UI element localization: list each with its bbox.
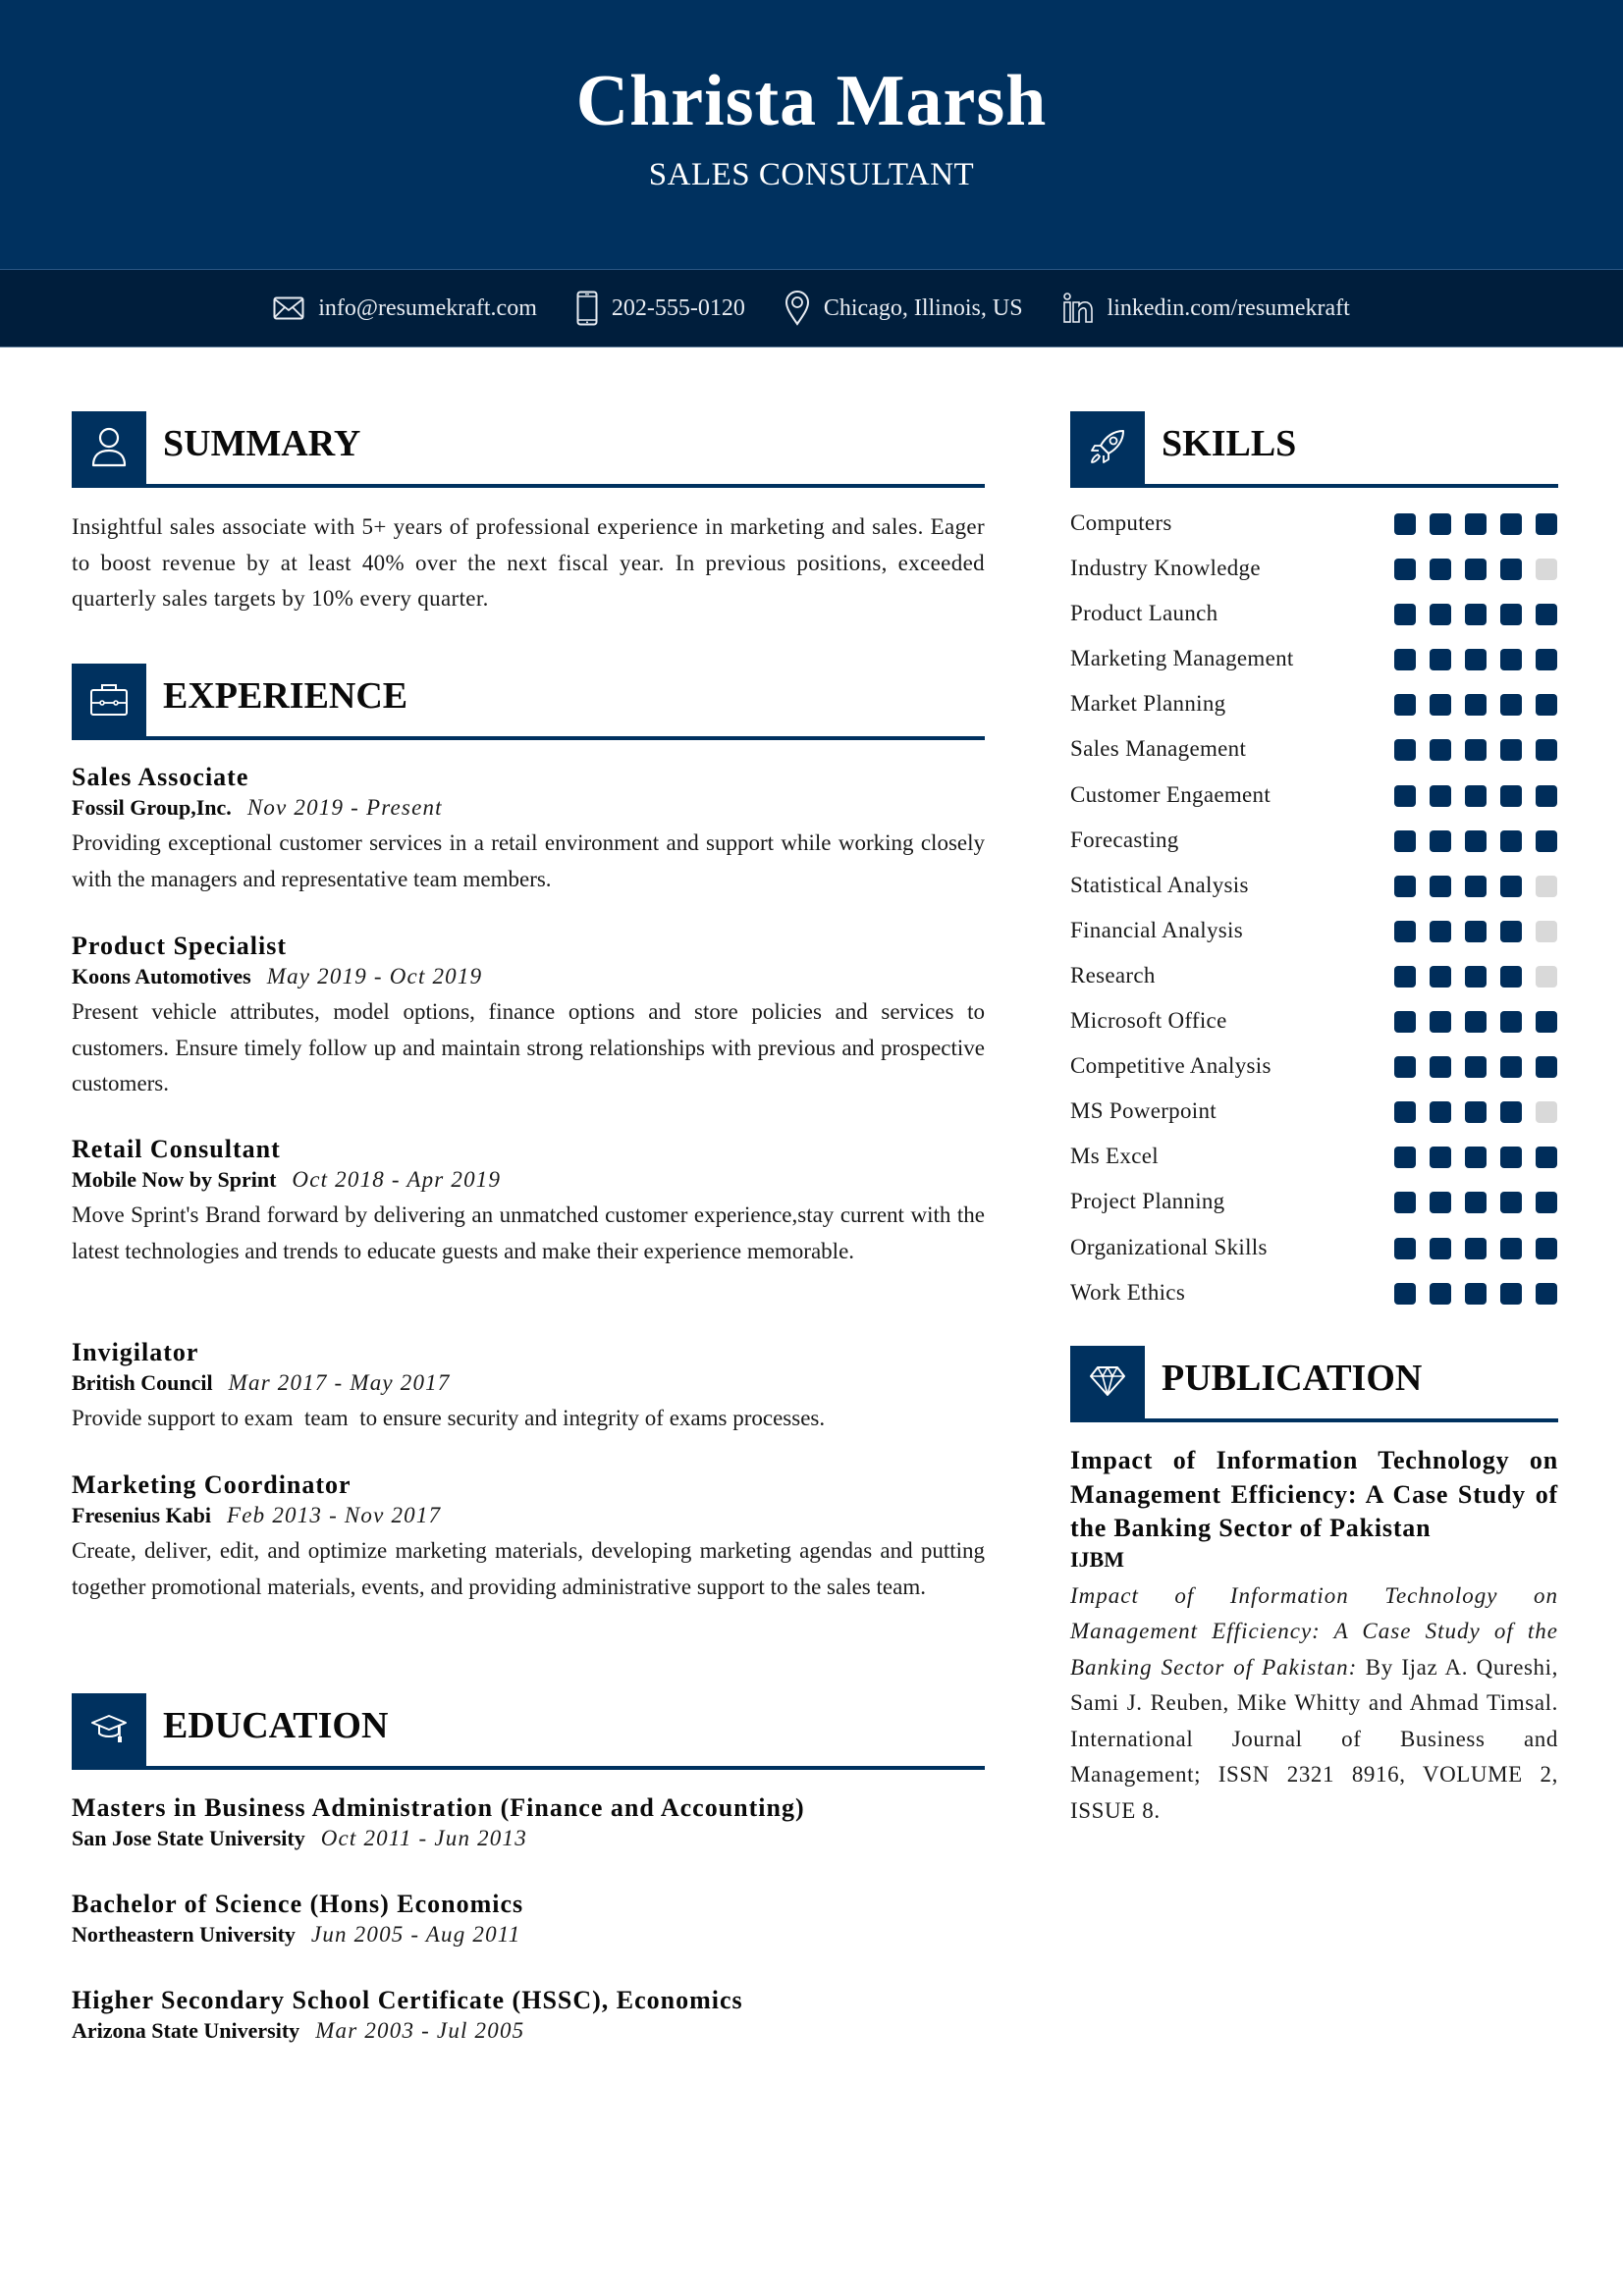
- rating-dot-filled: [1536, 1056, 1557, 1078]
- experience-icon-box: [72, 664, 146, 738]
- skill-rating: [1394, 604, 1557, 625]
- rating-dot-filled: [1430, 559, 1451, 580]
- rating-dot-filled: [1465, 739, 1487, 761]
- job-dates: Feb 2013 - Nov 2017: [227, 1503, 442, 1527]
- rating-dot-filled: [1394, 921, 1416, 942]
- degree-name: Bachelor of Science (Hons) Economics: [72, 1890, 524, 1918]
- skill-row: [1070, 869, 1561, 914]
- skill-rating: [1394, 694, 1557, 716]
- rating-dot-filled: [1500, 1238, 1522, 1259]
- skill-name: Sales Management: [1070, 736, 1247, 762]
- publication-section-header: [1070, 1346, 1558, 1422]
- skill-rating: [1394, 1056, 1557, 1078]
- location-text: Chicago, Illinois, US: [823, 294, 1023, 321]
- skill-rating: [1394, 785, 1557, 807]
- job-description: Present vehicle attributes, model options, finance options and store policies and services to customers. Ensure timely follow up and maintain strong relationships with previous and prospective customers.: [72, 999, 985, 1095]
- skills-divider: [1070, 484, 1558, 488]
- skill-row: [1070, 914, 1561, 959]
- skill-name: Project Planning: [1070, 1189, 1225, 1214]
- education-dates: Oct 2011 - Jun 2013: [320, 1826, 527, 1850]
- skill-rating: [1394, 513, 1557, 535]
- rating-dot-filled: [1465, 649, 1487, 670]
- rating-dot-filled: [1430, 694, 1451, 716]
- rating-dot-filled: [1536, 604, 1557, 625]
- citation-title: Impact of Information Technology on Management Efficiency: A Case Study of the Banking Sector of Pakistan:: [1070, 1582, 1558, 1680]
- skill-name: Ms Excel: [1070, 1144, 1159, 1169]
- experience-item: [72, 931, 985, 1102]
- rating-dot-filled: [1394, 1238, 1416, 1259]
- rating-dot-filled: [1430, 1147, 1451, 1168]
- rating-dot-filled: [1465, 604, 1487, 625]
- rating-dot-filled: [1500, 1056, 1522, 1078]
- skill-row: [1070, 1276, 1561, 1321]
- education-section-header: [72, 1693, 985, 1770]
- rating-dot-filled: [1536, 739, 1557, 761]
- degree-name: Higher Secondary School Certificate (HSSC), Economics: [72, 1986, 743, 2014]
- rating-dot-filled: [1465, 1238, 1487, 1259]
- skill-rating: [1394, 559, 1557, 580]
- contact-bar: [0, 269, 1623, 347]
- rating-dot-filled: [1430, 1283, 1451, 1305]
- rating-dot-filled: [1394, 513, 1416, 535]
- publication-venue: IJBM: [1070, 1546, 1124, 1572]
- education-item: [72, 1889, 985, 1949]
- skill-name: Competitive Analysis: [1070, 1053, 1271, 1079]
- user-icon: [89, 426, 129, 472]
- skill-name: MS Powerpoint: [1070, 1098, 1217, 1124]
- publication-item: [1070, 1444, 1558, 1829]
- skill-name: Product Launch: [1070, 601, 1218, 626]
- experience-item: [72, 762, 985, 897]
- rating-dot-filled: [1536, 513, 1557, 535]
- rating-dot-filled: [1430, 785, 1451, 807]
- rating-dot-filled: [1394, 1011, 1416, 1033]
- summary-divider: [72, 484, 985, 488]
- skill-row: [1070, 732, 1561, 777]
- contact-email[interactable]: [273, 295, 537, 322]
- job-description: Move Sprint's Brand forward by delivering an unmatched customer experience,stay current with the latest technologies and trends to educate guests and make their experience memorable.: [72, 1202, 985, 1263]
- job-description: Provide support to exam team to ensure security and integrity of exams processes.: [72, 1406, 826, 1430]
- rating-dot-filled: [1465, 513, 1487, 535]
- linkedin-icon: [1062, 293, 1094, 324]
- skill-name: Computers: [1070, 510, 1172, 535]
- publication-divider: [1070, 1418, 1558, 1422]
- rating-dot-filled: [1394, 694, 1416, 716]
- skill-row: [1070, 642, 1561, 687]
- rating-dot-filled: [1394, 649, 1416, 670]
- job-company: Fossil Group,Inc.: [72, 795, 232, 820]
- rating-dot-filled: [1536, 694, 1557, 716]
- skill-rating: [1394, 1192, 1557, 1213]
- rating-dot-filled: [1465, 694, 1487, 716]
- rating-dot-filled: [1430, 921, 1451, 942]
- rating-dot-filled: [1500, 513, 1522, 535]
- rating-dot-filled: [1500, 1147, 1522, 1168]
- experience-item: [72, 1337, 985, 1437]
- education-divider: [72, 1766, 985, 1770]
- rating-dot-filled: [1465, 966, 1487, 988]
- education-dates: Mar 2003 - Jul 2005: [315, 2018, 525, 2043]
- skill-row: [1070, 507, 1561, 552]
- rating-dot-filled: [1465, 830, 1487, 852]
- skill-rating: [1394, 830, 1557, 852]
- rating-dot-filled: [1394, 785, 1416, 807]
- skill-rating: [1394, 1147, 1557, 1168]
- education-dates: Jun 2005 - Aug 2011: [310, 1922, 521, 1947]
- skill-row: [1070, 959, 1561, 1004]
- skill-row: [1070, 1004, 1561, 1049]
- skill-row: [1070, 1140, 1561, 1185]
- rating-dot-filled: [1430, 1101, 1451, 1123]
- skill-name: Organizational Skills: [1070, 1234, 1268, 1259]
- rating-dot-filled: [1430, 830, 1451, 852]
- skill-row: [1070, 597, 1561, 642]
- rating-dot-filled: [1500, 1011, 1522, 1033]
- envelope-icon: [273, 296, 304, 320]
- rating-dot-filled: [1465, 1101, 1487, 1123]
- school-name: Arizona State University: [72, 2018, 300, 2043]
- rating-dot-filled: [1465, 1011, 1487, 1033]
- skill-name: Work Ethics: [1070, 1279, 1186, 1305]
- skill-rating: [1394, 649, 1557, 670]
- publication-icon-box: [1070, 1346, 1145, 1420]
- skill-name: Industry Knowledge: [1070, 556, 1261, 581]
- rating-dot-filled: [1500, 1101, 1522, 1123]
- contact-location: [784, 291, 1023, 326]
- skill-rating: [1394, 921, 1557, 942]
- graduation-cap-icon: [90, 1714, 128, 1748]
- rating-dot-filled: [1536, 1147, 1557, 1168]
- school-name: San Jose State University: [72, 1826, 305, 1850]
- experience-divider: [72, 736, 985, 740]
- rating-dot-filled: [1500, 739, 1522, 761]
- resume-header: [0, 0, 1623, 269]
- rating-dot-filled: [1465, 785, 1487, 807]
- summary-icon-box: [72, 411, 146, 486]
- linkedin-text: linkedin.com/resumekraft: [1107, 294, 1350, 321]
- rating-dot-filled: [1500, 1192, 1522, 1213]
- skill-rating: [1394, 966, 1557, 988]
- rating-dot-filled: [1394, 1147, 1416, 1168]
- job-role: Product Specialist: [72, 932, 288, 960]
- education-heading: EDUCATION: [163, 1705, 389, 1746]
- skill-rating: [1394, 1238, 1557, 1259]
- skill-name: Financial Analysis: [1070, 917, 1243, 942]
- skill-name: Marketing Management: [1070, 646, 1294, 671]
- rating-dot-empty: [1536, 876, 1557, 897]
- rating-dot-filled: [1536, 1192, 1557, 1213]
- publication-heading: PUBLICATION: [1162, 1358, 1423, 1399]
- rating-dot-filled: [1394, 1056, 1416, 1078]
- briefcase-icon: [89, 681, 129, 721]
- citation-details: By Ijaz A. Qureshi, Sami J. Reuben, Mike Whitty and Ahmad Timsal. International Journal of Business and Management; ISSN 2321 8916, VOLUME 2, ISSUE 8.: [1070, 1654, 1558, 1823]
- rating-dot-filled: [1465, 1192, 1487, 1213]
- rating-dot-filled: [1394, 830, 1416, 852]
- rating-dot-filled: [1500, 559, 1522, 580]
- rating-dot-filled: [1536, 1283, 1557, 1305]
- rating-dot-filled: [1430, 604, 1451, 625]
- job-dates: Nov 2019 - Present: [246, 795, 443, 820]
- experience-item: [72, 1469, 985, 1605]
- job-company: Fresenius Kabi: [72, 1503, 212, 1527]
- rating-dot-empty: [1536, 966, 1557, 988]
- skill-row: [1070, 552, 1561, 597]
- rating-dot-filled: [1500, 604, 1522, 625]
- rating-dot-filled: [1430, 649, 1451, 670]
- rating-dot-filled: [1430, 966, 1451, 988]
- rating-dot-filled: [1394, 1101, 1416, 1123]
- contact-phone[interactable]: [576, 291, 745, 326]
- education-item: [72, 1985, 985, 2046]
- rating-dot-filled: [1430, 739, 1451, 761]
- rating-dot-filled: [1500, 649, 1522, 670]
- skill-rating: [1394, 739, 1557, 761]
- publication-title: Impact of Information Technology on Management Efficiency: A Case Study of the Banking Sector of Pakistan: [1070, 1446, 1558, 1542]
- skill-rating: [1394, 1283, 1557, 1305]
- job-company: British Council: [72, 1370, 213, 1395]
- rating-dot-filled: [1394, 966, 1416, 988]
- map-pin-icon: [784, 291, 810, 326]
- rating-dot-filled: [1536, 830, 1557, 852]
- job-company: Koons Automotives: [72, 964, 251, 988]
- skill-row: [1070, 824, 1561, 869]
- rating-dot-filled: [1430, 1192, 1451, 1213]
- rating-dot-filled: [1500, 785, 1522, 807]
- rating-dot-filled: [1394, 739, 1416, 761]
- skill-row: [1070, 687, 1561, 732]
- job-role: Sales Associate: [72, 763, 249, 791]
- experience-item: [72, 1134, 985, 1269]
- summary-text: Insightful sales associate with 5+ years of professional experience in marketing and sales. Eager to boost revenue by at least 40% over the next fiscal year. In previous positions, exceeded quarterly sales targets by 10% every quarter.: [72, 514, 985, 611]
- rating-dot-filled: [1394, 604, 1416, 625]
- rating-dot-filled: [1500, 694, 1522, 716]
- school-name: Northeastern University: [72, 1922, 296, 1947]
- experience-heading: EXPERIENCE: [163, 675, 408, 717]
- experience-section-header: [72, 664, 985, 740]
- rating-dot-filled: [1500, 876, 1522, 897]
- skills-section-header: [1070, 411, 1558, 488]
- skill-name: Microsoft Office: [1070, 1008, 1227, 1034]
- education-icon-box: [72, 1693, 146, 1768]
- education-item: [72, 1792, 985, 1853]
- rating-dot-empty: [1536, 1101, 1557, 1123]
- rating-dot-empty: [1536, 559, 1557, 580]
- phone-text: 202-555-0120: [611, 294, 745, 321]
- job-role: Retail Consultant: [72, 1135, 281, 1163]
- rating-dot-filled: [1430, 1011, 1451, 1033]
- job-dates: Oct 2018 - Apr 2019: [292, 1167, 502, 1192]
- rating-dot-filled: [1536, 649, 1557, 670]
- rating-dot-filled: [1465, 921, 1487, 942]
- job-description: Create, deliver, edit, and optimize marketing materials, developing marketing agendas and putting together promotional materials, events, and providing administrative support to the sales team.: [72, 1538, 985, 1599]
- skill-row: [1070, 778, 1561, 824]
- mobile-phone-icon: [576, 291, 598, 326]
- summary-heading: SUMMARY: [163, 423, 361, 464]
- job-dates: May 2019 - Oct 2019: [266, 964, 483, 988]
- rating-dot-filled: [1430, 1056, 1451, 1078]
- skill-row: [1070, 1185, 1561, 1230]
- skill-name: Research: [1070, 962, 1156, 988]
- rating-dot-filled: [1536, 785, 1557, 807]
- publication-citation: [1070, 1578, 1558, 1830]
- rating-dot-filled: [1500, 830, 1522, 852]
- rating-dot-filled: [1465, 876, 1487, 897]
- rating-dot-filled: [1465, 1147, 1487, 1168]
- rating-dot-empty: [1536, 921, 1557, 942]
- skills-list: [1070, 507, 1561, 1321]
- rating-dot-filled: [1536, 1011, 1557, 1033]
- rating-dot-filled: [1500, 921, 1522, 942]
- job-dates: Mar 2017 - May 2017: [228, 1370, 451, 1395]
- rating-dot-filled: [1500, 1283, 1522, 1305]
- degree-name: Masters in Business Administration (Finance and Accounting): [72, 1793, 805, 1822]
- rating-dot-filled: [1394, 1283, 1416, 1305]
- job-role: Invigilator: [72, 1338, 199, 1366]
- skill-row: [1070, 1231, 1561, 1276]
- skill-name: Statistical Analysis: [1070, 872, 1249, 897]
- job-role: Marketing Coordinator: [72, 1470, 352, 1499]
- skill-rating: [1394, 1101, 1557, 1123]
- skill-row: [1070, 1049, 1561, 1095]
- skill-name: Customer Engaement: [1070, 781, 1271, 807]
- skill-row: [1070, 1095, 1561, 1140]
- diamond-icon: [1089, 1365, 1126, 1402]
- skill-name: Forecasting: [1070, 827, 1179, 852]
- rating-dot-filled: [1430, 513, 1451, 535]
- rating-dot-filled: [1394, 1192, 1416, 1213]
- rating-dot-filled: [1465, 1283, 1487, 1305]
- skills-heading: SKILLS: [1162, 423, 1297, 464]
- skills-icon-box: [1070, 411, 1145, 486]
- job-company: Mobile Now by Sprint: [72, 1167, 277, 1192]
- candidate-title: SALES CONSULTANT: [648, 157, 975, 192]
- rocket-icon: [1088, 427, 1127, 471]
- rating-dot-filled: [1536, 1238, 1557, 1259]
- rating-dot-filled: [1465, 559, 1487, 580]
- email-text: info@resumekraft.com: [318, 294, 537, 321]
- job-description: Providing exceptional customer services in a retail environment and support while working closely with the managers and representative team members.: [72, 830, 985, 891]
- contact-linkedin[interactable]: [1062, 293, 1350, 324]
- rating-dot-filled: [1465, 1056, 1487, 1078]
- skill-rating: [1394, 1011, 1557, 1033]
- summary-section-header: [72, 411, 985, 488]
- candidate-name: Christa Marsh: [575, 61, 1048, 141]
- rating-dot-filled: [1394, 876, 1416, 897]
- rating-dot-filled: [1394, 559, 1416, 580]
- rating-dot-filled: [1430, 1238, 1451, 1259]
- rating-dot-filled: [1430, 876, 1451, 897]
- rating-dot-filled: [1500, 966, 1522, 988]
- skill-name: Market Planning: [1070, 691, 1226, 717]
- skill-rating: [1394, 876, 1557, 897]
